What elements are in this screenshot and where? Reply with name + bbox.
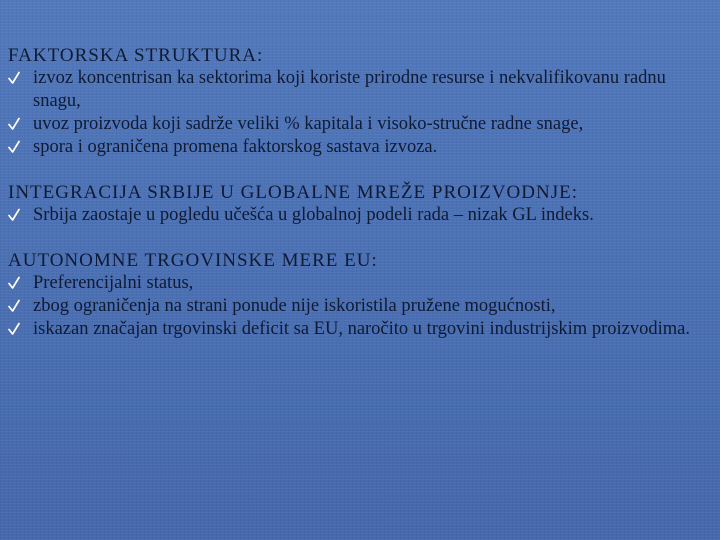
bullet-item [8,295,714,318]
section-heading: INTEGRACIJA SRBIJE U GLOBALNE MREŽE PROIZVODNJE: [8,182,578,203]
checkmark-icon [8,322,20,336]
bullet-text: zbog ograničenja na strani ponude nije iskoristila pružene mogućnosti, [33,296,556,316]
bullet-list [8,204,714,227]
section-heading: FAKTORSKA STRUKTURA: [8,45,264,66]
bullet-item [8,136,714,159]
section-faktorska-struktura [8,44,714,159]
bullet-text: izvoz koncentrisan ka sektorima koji koriste prirodne resurse i nekvalifikovanu radnu snagu, [33,68,666,111]
bullet-item [8,272,714,295]
section-integracija-srbije [8,181,714,227]
bullet-text: uvoz proizvoda koji sadrže veliki % kapitala i visoko-stručne radne snage, [33,114,584,134]
bullet-item [8,67,714,113]
section-autonomne-mere [8,249,714,341]
checkmark-icon [8,208,20,222]
bullet-item [8,318,714,341]
bullet-list [8,272,714,341]
checkmark-icon [8,276,20,290]
bullet-text: Srbija zaostaje u pogledu učešća u globalnoj podeli rada – nizak GL indeks. [33,205,594,225]
checkmark-icon [8,299,20,313]
checkmark-icon [8,117,20,131]
bullet-list [8,67,714,159]
checkmark-icon [8,140,20,154]
bullet-text: spora i ograničena promena faktorskog sastava izvoza. [33,137,438,157]
slide-content [8,44,714,341]
bullet-item [8,113,714,136]
bullet-item [8,204,714,227]
section-heading: AUTONOMNE TRGOVINSKE MERE EU: [8,250,378,271]
bullet-text: Preferencijalni status, [33,273,194,293]
bullet-text: iskazan značajan trgovinski deficit sa EU, naročito u trgovini industrijskim proizvodima. [33,319,690,339]
checkmark-icon [8,71,20,85]
